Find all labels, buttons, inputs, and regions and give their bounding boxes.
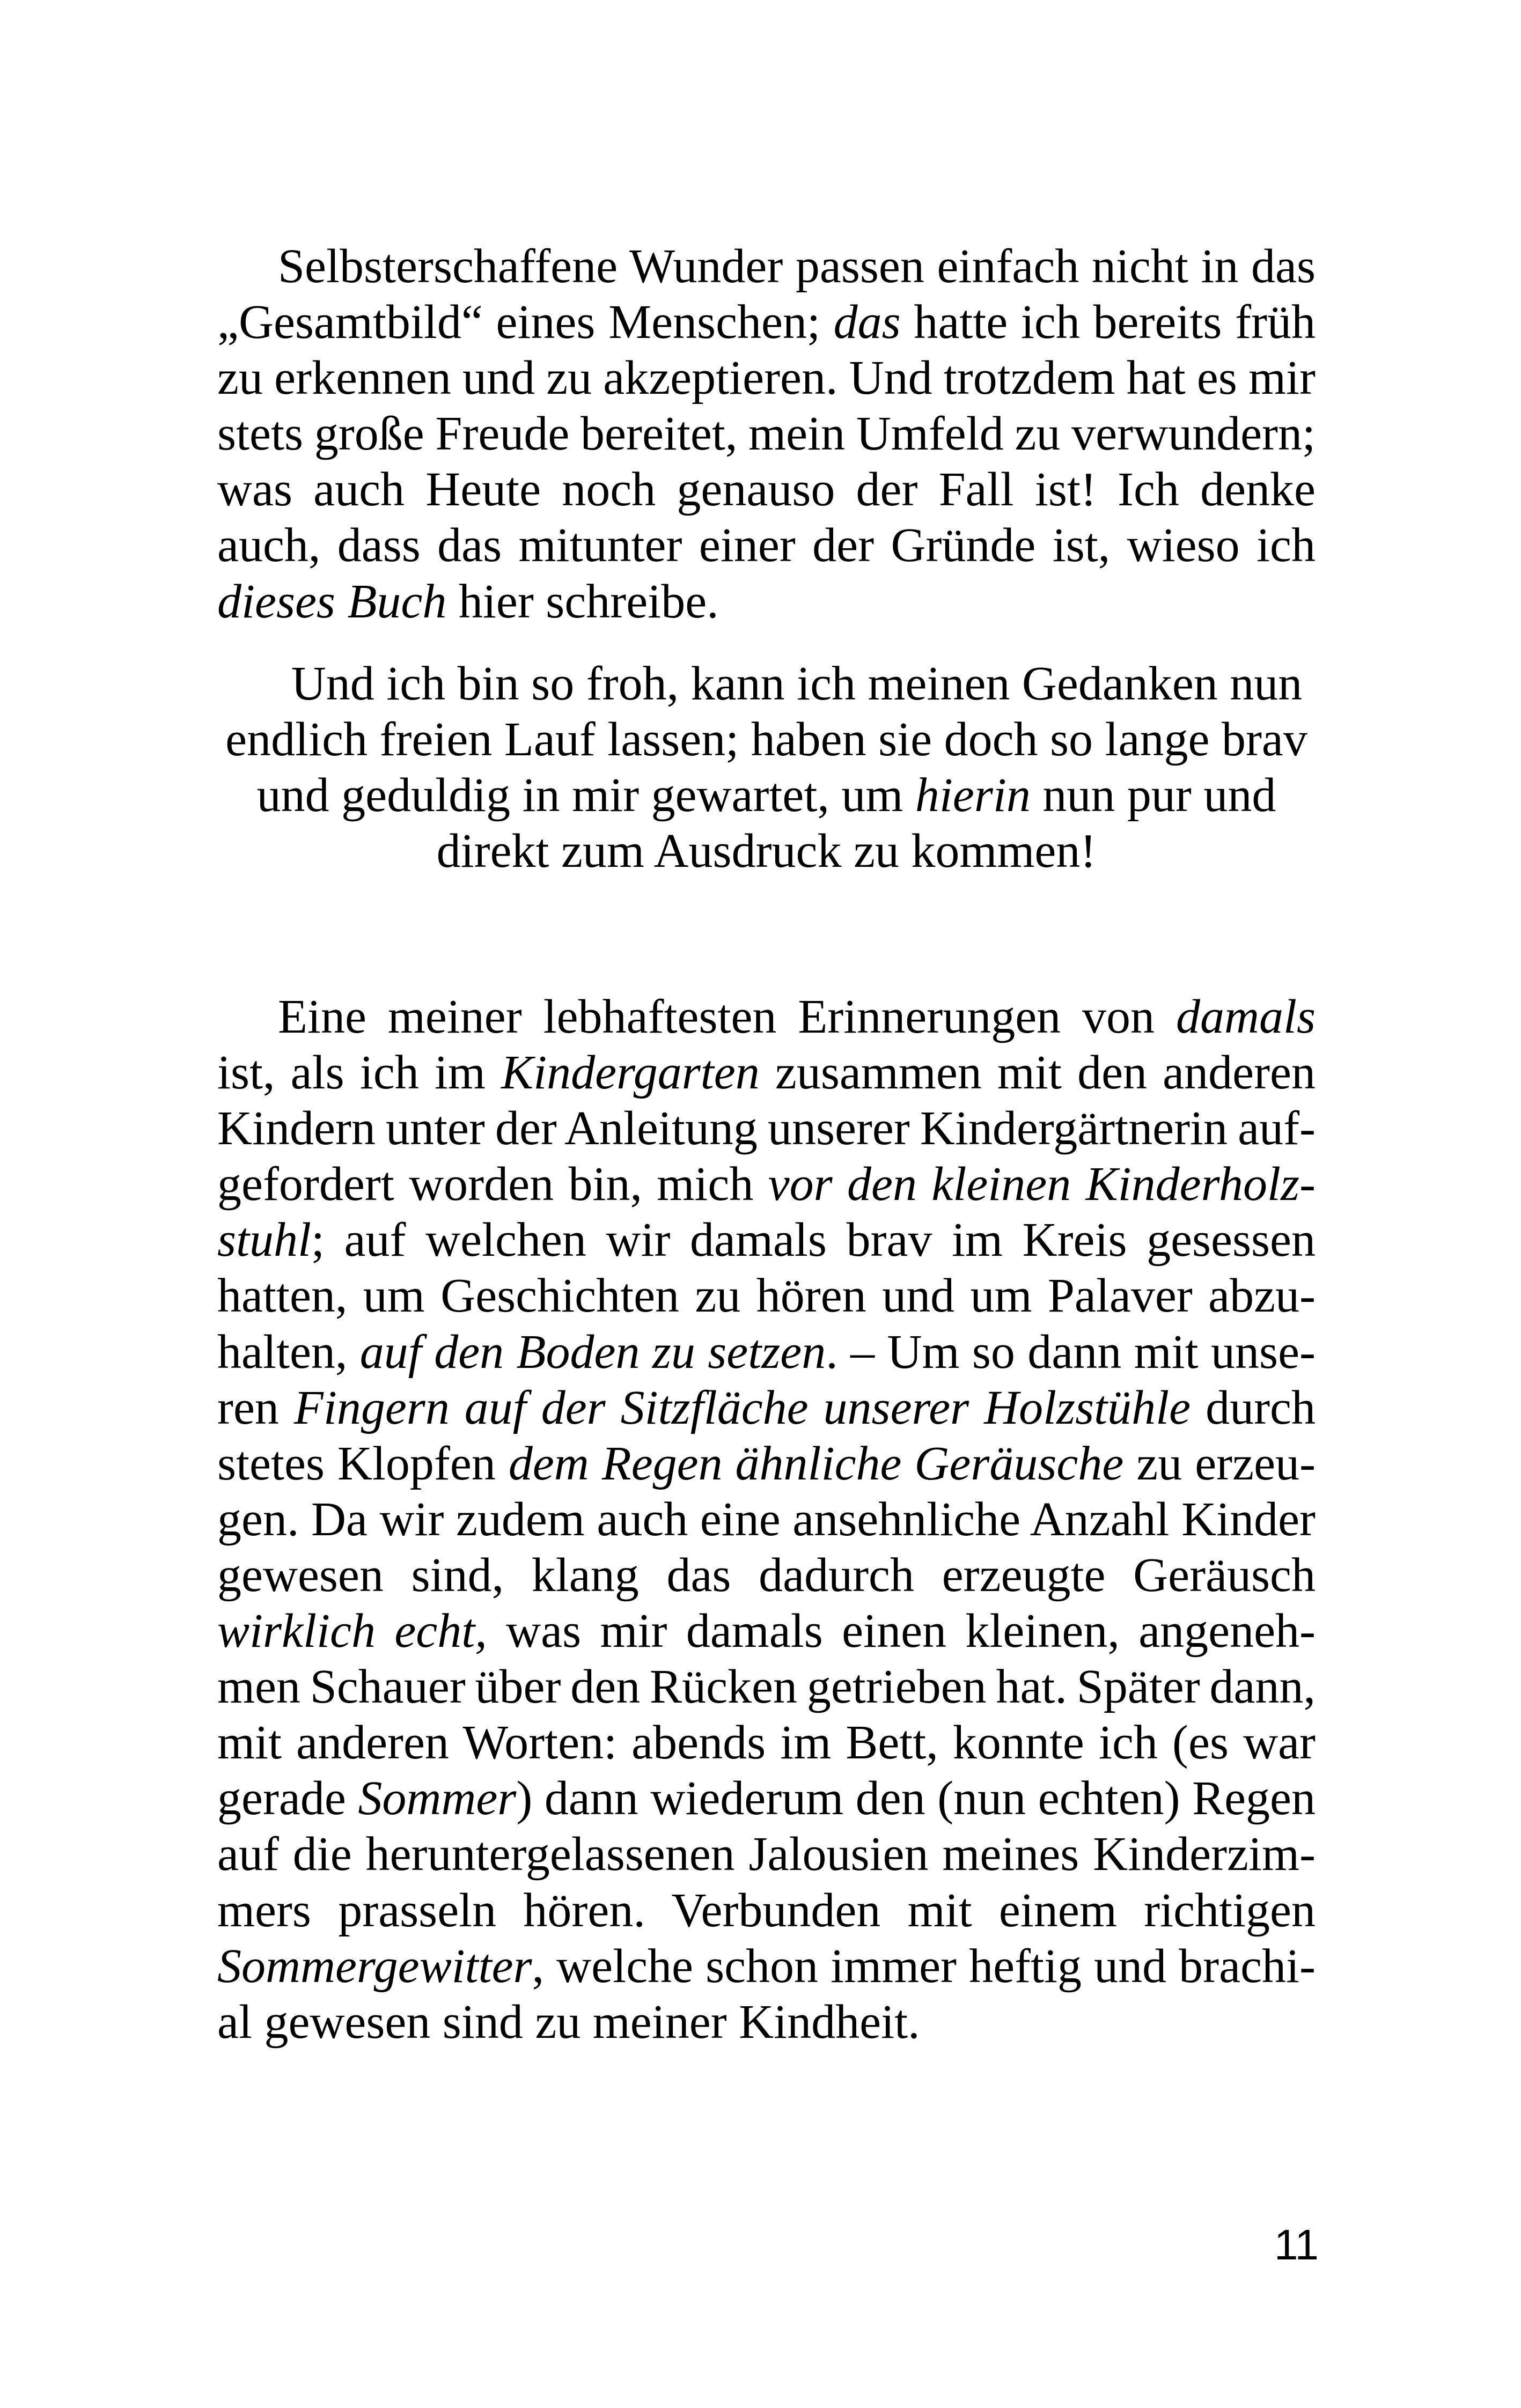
text-line bbox=[217, 239, 1316, 294]
text-line bbox=[217, 1883, 1316, 1939]
text-line bbox=[217, 989, 1316, 1045]
text-segment: endlich freien Lauf lassen; haben sie doch so lange brav bbox=[225, 713, 1307, 767]
text-line bbox=[217, 712, 1316, 768]
line-text bbox=[217, 1325, 1316, 1379]
line-text bbox=[217, 463, 1316, 516]
emphasis-text: das bbox=[833, 296, 901, 349]
emphasis-text: stuhl bbox=[217, 1213, 312, 1267]
emphasis-text: Sommergewitter bbox=[217, 1939, 532, 1993]
emphasis-text: dem Regen ähnliche Geräusche bbox=[508, 1437, 1124, 1490]
line-text bbox=[217, 1046, 1316, 1099]
text-line bbox=[217, 1939, 1316, 1994]
text-line bbox=[217, 1324, 1316, 1380]
paragraph-3 bbox=[217, 989, 1316, 2050]
text-segment: Selbsterschaffene Wunder passen einfach nicht in das bbox=[278, 240, 1316, 293]
text-line bbox=[217, 1603, 1316, 1659]
page-number: 11 bbox=[1274, 2221, 1319, 2269]
line-text bbox=[437, 824, 1097, 878]
line-text bbox=[217, 351, 1316, 404]
text-line bbox=[217, 294, 1316, 350]
text-segment: Eine meiner lebhaftesten Erinnerungen von bbox=[278, 990, 1176, 1043]
text-line bbox=[217, 1436, 1316, 1492]
paragraph-2 bbox=[217, 656, 1316, 879]
line-text bbox=[217, 575, 719, 628]
text-line bbox=[217, 1212, 1316, 1268]
text-segment: zu erzeu- bbox=[1123, 1437, 1316, 1490]
text-line bbox=[217, 518, 1316, 573]
text-line bbox=[217, 350, 1316, 406]
line-text bbox=[217, 1884, 1316, 1937]
text-line bbox=[217, 1268, 1316, 1324]
text-line bbox=[217, 1771, 1316, 1827]
line-text bbox=[217, 1158, 1316, 1211]
line-text bbox=[217, 1604, 1316, 1658]
text-segment: Kindern unter der Anleitung unserer Kindergärtnerin auf- bbox=[217, 1102, 1316, 1155]
line-text bbox=[217, 1102, 1316, 1155]
line-text bbox=[217, 1437, 1316, 1490]
text-segment: hatten, um Geschichten zu hören und um Palaver abzu- bbox=[217, 1269, 1316, 1323]
text-segment: stets große Freude bereitet, mein Umfeld zu verwundern; bbox=[217, 407, 1316, 461]
text-line bbox=[217, 1380, 1316, 1436]
text-segment: auch, dass das mitunter einer der Gründe ist, wieso ich bbox=[217, 519, 1316, 572]
line-text bbox=[217, 1940, 1316, 1993]
text-segment: al gewesen sind zu meiner Kindheit. bbox=[217, 1995, 920, 2049]
text-line bbox=[217, 1715, 1316, 1771]
emphasis-text: Sommer bbox=[358, 1772, 517, 1825]
text-line bbox=[217, 1101, 1316, 1157]
line-text bbox=[217, 1549, 1316, 1602]
text-segment: gerade bbox=[217, 1772, 358, 1825]
line-text bbox=[217, 296, 1316, 349]
text-segment: halten, bbox=[217, 1325, 360, 1379]
text-segment: ; auf welchen wir damals brav im Kreis gesessen bbox=[311, 1213, 1316, 1267]
text-segment: hatte ich bereits früh bbox=[900, 296, 1316, 349]
text-segment: „Gesamtbild“ eines Menschen; bbox=[217, 296, 834, 349]
text-line bbox=[217, 1157, 1316, 1212]
line-text bbox=[217, 519, 1316, 572]
text-line bbox=[217, 462, 1316, 518]
line-text bbox=[278, 240, 1316, 293]
paragraph-1 bbox=[217, 239, 1316, 630]
text-segment: ren bbox=[217, 1381, 294, 1434]
emphasis-text: auf den Boden zu setzen bbox=[359, 1325, 826, 1379]
text-segment: auf die heruntergelassenen Jalousien meines Kinderzim- bbox=[217, 1828, 1316, 1881]
text-line bbox=[217, 1994, 1316, 2050]
text-segment: gen. Da wir zudem auch eine ansehnliche Anzahl Kinder bbox=[217, 1492, 1316, 1546]
text-segment: mers prasseln hören. Verbunden mit einem richtigen bbox=[217, 1883, 1316, 1937]
line-text bbox=[217, 1995, 920, 2049]
text-line bbox=[217, 768, 1316, 823]
text-segment: mit anderen Worten: abends im Bett, konnte ich (es war bbox=[217, 1716, 1316, 1770]
text-segment: Und ich bin so froh, kann ich meinen Gedanken nun bbox=[291, 657, 1303, 710]
text-line bbox=[217, 1492, 1316, 1548]
text-line bbox=[217, 656, 1316, 712]
text-segment: durch bbox=[1191, 1381, 1316, 1434]
text-line bbox=[217, 1548, 1316, 1603]
line-text bbox=[217, 1716, 1316, 1769]
text-segment: ist, als ich im bbox=[217, 1046, 502, 1100]
emphasis-text: wirklich echt, bbox=[217, 1604, 487, 1658]
line-text bbox=[217, 1493, 1316, 1546]
emphasis-text: dieses Buch bbox=[217, 575, 447, 628]
text-segment: ) dann wiederum den (nun echten) Regen bbox=[516, 1772, 1316, 1825]
text-segment: was auch Heute noch genauso der Fall ist! Ich denke bbox=[217, 463, 1316, 517]
text-line bbox=[217, 823, 1316, 879]
text-segment: men Schauer über den Rücken getrieben hat. Später dann, bbox=[217, 1660, 1316, 1714]
text-segment: nun pur und bbox=[1030, 769, 1276, 822]
line-text bbox=[217, 1381, 1316, 1434]
text-segment: . – Um so dann mit unse- bbox=[826, 1325, 1316, 1379]
text-segment: und geduldig in mir gewartet, um bbox=[256, 769, 915, 822]
text-line bbox=[217, 1827, 1316, 1882]
text-line bbox=[217, 574, 1316, 630]
emphasis-text: Kindergarten bbox=[501, 1046, 760, 1100]
line-text bbox=[217, 1269, 1316, 1322]
text-segment: gewesen sind, klang das dadurch erzeugte Geräusch bbox=[217, 1548, 1316, 1602]
text-segment: direkt zum Ausdruck zu kommen! bbox=[436, 824, 1097, 878]
text-segment: gefordert worden bin, mich bbox=[217, 1158, 768, 1211]
line-text bbox=[291, 657, 1303, 710]
line-text bbox=[217, 1828, 1316, 1881]
text-segment: hier schreibe. bbox=[446, 575, 719, 628]
text-line bbox=[217, 406, 1316, 462]
emphasis-text: damals bbox=[1175, 990, 1316, 1043]
line-text bbox=[217, 1772, 1316, 1825]
emphasis-text: Fingern auf der Sitzfläche unserer Holzstühle bbox=[293, 1381, 1191, 1434]
line-text bbox=[257, 769, 1276, 822]
text-segment: zu erkennen und zu akzeptieren. Und trotzdem hat es mir bbox=[217, 351, 1316, 405]
emphasis-text: vor den kleinen Kinderholz- bbox=[768, 1158, 1316, 1211]
emphasis-text: hierin bbox=[915, 769, 1031, 822]
text-segment: zusammen mit den anderen bbox=[759, 1046, 1316, 1100]
text-line bbox=[217, 1045, 1316, 1101]
text-segment: , welche schon immer heftig und brachi- bbox=[532, 1939, 1316, 1993]
line-text bbox=[217, 407, 1316, 460]
line-text bbox=[278, 990, 1316, 1043]
line-text bbox=[217, 1213, 1316, 1266]
text-segment: stetes Klopfen bbox=[217, 1437, 509, 1490]
text-segment: was mir damals einen kleinen, angeneh- bbox=[487, 1604, 1316, 1658]
line-text bbox=[225, 713, 1307, 766]
line-text bbox=[217, 1660, 1316, 1713]
text-line bbox=[217, 1659, 1316, 1715]
